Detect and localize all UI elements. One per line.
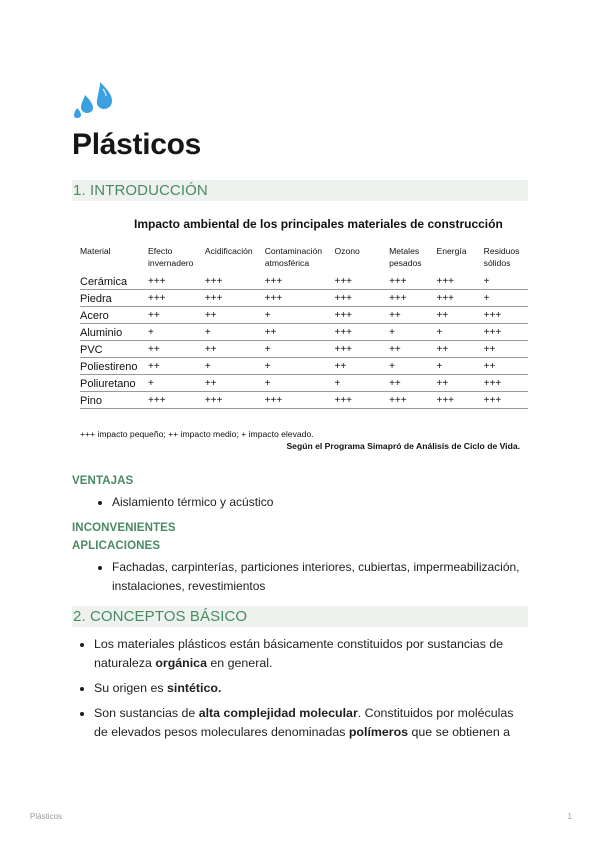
section-heading-introduccion: 1. INTRODUCCIÓN — [72, 180, 528, 201]
impact-cell: +++ — [437, 392, 484, 409]
impact-cell: +++ — [437, 290, 484, 307]
impact-cell: ++ — [334, 358, 389, 375]
footer-page-number: 1 — [567, 812, 572, 821]
impact-cell: + — [389, 324, 436, 341]
impact-cell: ++ — [148, 358, 205, 375]
impact-cell: +++ — [389, 273, 436, 290]
impact-cell: +++ — [205, 290, 265, 307]
subheading-ventajas: VENTAJAS — [72, 475, 134, 487]
impact-cell: ++ — [484, 358, 528, 375]
impact-cell: +++ — [389, 392, 436, 409]
document-page — [72, 80, 528, 752]
impact-cell: + — [265, 307, 335, 324]
impact-cell: ++ — [148, 307, 205, 324]
impact-cell: + — [205, 324, 265, 341]
list-item: • Los materiales plásticos están básicamente constituidos por sustancias de naturaleza orgánica en general. — [94, 635, 528, 673]
impact-cell: ++ — [205, 375, 265, 392]
column-header: Efecto invernadero — [148, 246, 194, 268]
table-row — [80, 341, 528, 358]
material-name-cell: Poliestireno — [80, 358, 148, 375]
impact-cell: +++ — [334, 307, 389, 324]
impact-cell: ++ — [437, 341, 484, 358]
impact-cell: + — [437, 358, 484, 375]
impact-cell: +++ — [484, 324, 528, 341]
table-row — [80, 273, 528, 290]
impact-cell: +++ — [334, 392, 389, 409]
impact-table-figure — [72, 209, 528, 461]
impact-cell: +++ — [484, 375, 528, 392]
material-name-cell: PVC — [80, 341, 148, 358]
impact-cell: + — [389, 358, 436, 375]
impact-table — [80, 243, 528, 409]
table-row — [80, 358, 528, 375]
column-header: Acidificación — [204, 246, 253, 256]
impact-cell: ++ — [205, 307, 265, 324]
column-header: Contaminación atmosférica — [264, 246, 323, 268]
impact-cell: +++ — [205, 273, 265, 290]
impact-cell: + — [265, 341, 335, 358]
table-header-row — [80, 243, 528, 273]
column-header: Ozono — [334, 246, 360, 256]
column-header: Material — [80, 246, 111, 256]
impact-cell: + — [437, 324, 484, 341]
footer-doc-name: Plásticos — [30, 812, 63, 821]
impact-cell: + — [148, 324, 205, 341]
impact-cell: ++ — [148, 341, 205, 358]
impact-cell: +++ — [437, 273, 484, 290]
material-name-cell: Pino — [80, 392, 148, 409]
figure-source: Según el Programa Simapró de Análisis de Ciclo de Vida. — [286, 441, 520, 451]
impact-cell: +++ — [265, 392, 335, 409]
impact-cell: + — [265, 375, 335, 392]
impact-cell: ++ — [389, 341, 436, 358]
list-item: • Fachadas, carpinterías, particiones interiores, cubiertas, impermeabilización, instalaciones, revestimientos — [112, 558, 528, 596]
droplets-icon — [72, 80, 114, 120]
impact-cell: +++ — [334, 290, 389, 307]
material-name-cell: Acero — [80, 307, 148, 324]
ventajas-list — [72, 493, 528, 512]
subheading-inconvenientes: INCONVENIENTES — [72, 522, 176, 534]
impact-cell: + — [334, 375, 389, 392]
table-row — [80, 324, 528, 341]
impact-cell: ++ — [389, 375, 436, 392]
impact-cell: +++ — [265, 273, 335, 290]
aplicaciones-list — [72, 558, 528, 596]
material-name-cell: Piedra — [80, 290, 148, 307]
impact-cell: + — [205, 358, 265, 375]
impact-cell: ++ — [437, 307, 484, 324]
impact-cell: ++ — [484, 341, 528, 358]
column-header: Residuos sólidos — [483, 246, 520, 268]
impact-cell: ++ — [437, 375, 484, 392]
impact-cell: +++ — [334, 341, 389, 358]
impact-cell: + — [148, 375, 205, 392]
page-title: Plásticos — [72, 128, 202, 161]
column-header: Energía — [436, 246, 467, 256]
impact-cell: +++ — [265, 290, 335, 307]
impact-cell: +++ — [148, 273, 205, 290]
impact-cell: +++ — [148, 392, 205, 409]
impact-cell: +++ — [205, 392, 265, 409]
impact-cell: ++ — [265, 324, 335, 341]
impact-cell: + — [484, 290, 528, 307]
list-item: • Son sustancias de alta complejidad molecular. Constituidos por moléculas de elevados pesos moleculares denominadas polímeros que se obtienen a — [94, 704, 528, 742]
material-name-cell: Poliuretano — [80, 375, 148, 392]
section-heading-conceptos: 2. CONCEPTOS BÁSICO — [72, 606, 528, 627]
impact-cell: +++ — [484, 307, 528, 324]
figure-title: Impacto ambiental de los principales materiales de construcción — [134, 217, 503, 231]
impact-cell: +++ — [484, 392, 528, 409]
table-row — [80, 392, 528, 409]
impact-cell: +++ — [148, 290, 205, 307]
impact-cell: + — [265, 358, 335, 375]
figure-legend: +++ impacto pequeño; ++ impacto medio; + impacto elevado. — [80, 429, 314, 439]
impact-cell: +++ — [334, 273, 389, 290]
table-row — [80, 375, 528, 392]
impact-cell: ++ — [205, 341, 265, 358]
material-name-cell: Aluminio — [80, 324, 148, 341]
impact-cell: ++ — [389, 307, 436, 324]
table-row — [80, 290, 528, 307]
conceptos-list — [72, 635, 528, 742]
impact-cell: +++ — [389, 290, 436, 307]
list-item: • Su origen es sintético. — [94, 679, 528, 698]
column-header: Metales pesados — [389, 246, 422, 268]
material-name-cell: Cerámica — [80, 273, 148, 290]
impact-cell: + — [484, 273, 528, 290]
table-row — [80, 307, 528, 324]
list-item: • Aislamiento térmico y acústico — [112, 493, 528, 512]
impact-cell: +++ — [334, 324, 389, 341]
subheading-aplicaciones: APLICACIONES — [72, 540, 161, 552]
